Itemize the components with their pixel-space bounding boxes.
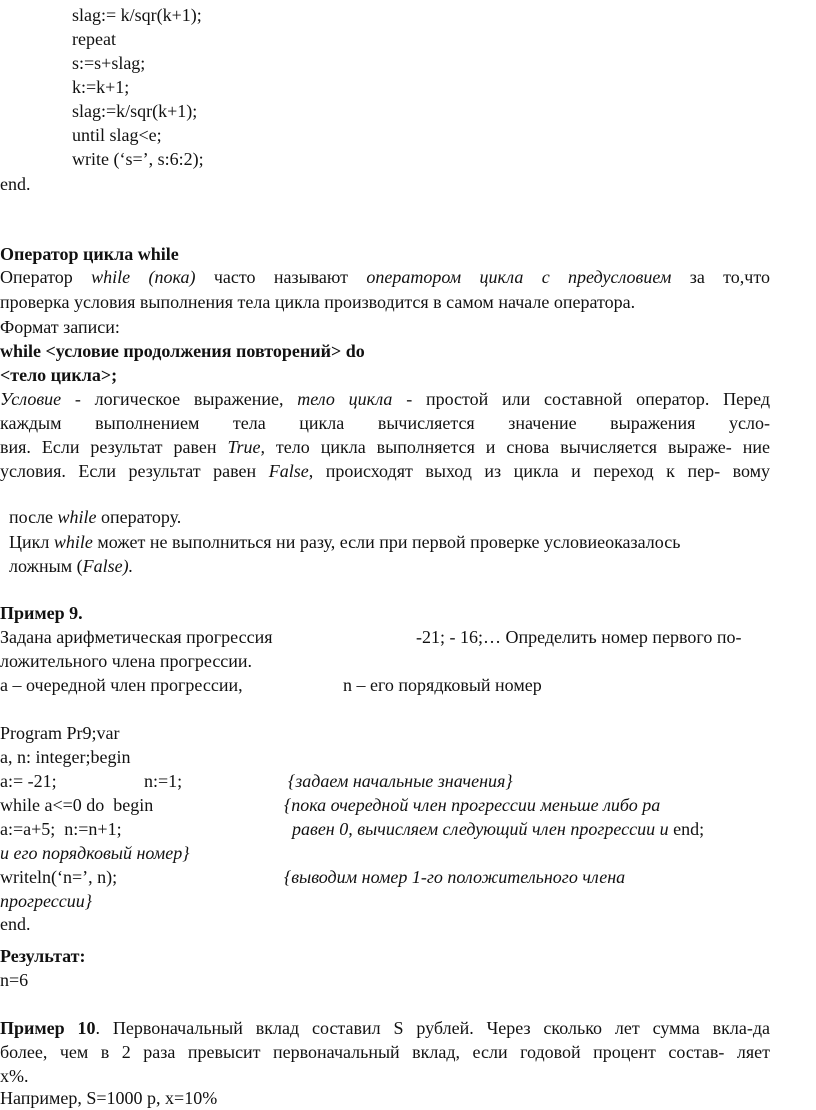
code-line: writeln(‘n=’, n); bbox=[0, 867, 118, 887]
vars-text: а – очередной член прогрессии, bbox=[0, 675, 243, 695]
paragraph-line: ложным (False). bbox=[9, 556, 134, 576]
paragraph-line: более, чем в 2 раза превысит первоначальный вклад, если годовой процент состав- ляет bbox=[0, 1042, 770, 1062]
code-comment: {пока очередной член прогрессии меньше либо ра bbox=[284, 795, 661, 815]
code-comment: {выводим номер 1-го положительного члена bbox=[284, 867, 626, 887]
code-comment: и его порядковый номер} bbox=[0, 843, 190, 863]
code-comment: равен 0, вычисляем следующий член прогрессии и end; bbox=[292, 819, 705, 839]
paragraph-line: вия. Если результат равен True, тело цикла выполняется и снова вычисляется выраже- ние bbox=[0, 437, 770, 457]
code-line: slag:= k/sqr(k+1); bbox=[72, 5, 202, 25]
code-line: while a<=0 do begin bbox=[0, 795, 154, 815]
code-comment: прогрессии} bbox=[0, 891, 92, 911]
code-line: slag:=k/sqr(k+1); bbox=[72, 101, 198, 121]
paragraph-line: x%. bbox=[0, 1066, 29, 1086]
example-title: Пример 9. bbox=[0, 603, 83, 623]
paragraph-line: Оператор while (пока) часто называют оператором цикла с предусловием за то,что bbox=[0, 267, 770, 287]
code-end: end. bbox=[0, 174, 31, 194]
code-line: write (‘s=’, s:6:2); bbox=[72, 149, 204, 169]
code-line: end. bbox=[0, 914, 31, 934]
paragraph-line: Пример 10. Первоначальный вклад составил S рублей. Через сколько лет сумма вкла-да bbox=[0, 1018, 770, 1038]
syntax-line: <тело цикла>; bbox=[0, 365, 118, 385]
paragraph-line: Цикл while может не выполниться ни разу, если при первой проверке условиеоказалось bbox=[9, 532, 681, 552]
paragraph-line: Условие - логическое выражение, тело цикла - простой или составной оператор. Перед bbox=[0, 389, 770, 409]
vars-text: n – его порядковый номер bbox=[343, 675, 542, 695]
paragraph-line: каждым выполнением тела цикла вычисляется значение выражения усло- bbox=[0, 413, 770, 433]
code-line: a, n: integer;begin bbox=[0, 747, 131, 767]
section-heading: Оператор цикла while bbox=[0, 244, 179, 264]
code-line: k:=k+1; bbox=[72, 77, 130, 97]
result-value: n=6 bbox=[0, 970, 29, 990]
paragraph-line: после while оператору. bbox=[9, 507, 182, 527]
code-line: repeat bbox=[72, 29, 116, 49]
format-label: Формат записи: bbox=[0, 317, 120, 337]
code-line: s:=s+slag; bbox=[72, 53, 146, 73]
code-line: n:=1; bbox=[144, 771, 183, 791]
paragraph-line: условия. Если результат равен False, происходят выход из цикла и переход к пер- вому bbox=[0, 461, 771, 481]
code-line: a:= -21; bbox=[0, 771, 57, 791]
paragraph-line: проверка условия выполнения тела цикла производится в самом начале оператора. bbox=[0, 292, 636, 312]
task-text: -21; - 16;… Определить номер первого по- bbox=[416, 627, 742, 647]
code-line: Program Pr9;var bbox=[0, 723, 120, 743]
code-comment: {задаем начальные значения} bbox=[288, 771, 513, 791]
task-text: Задана арифметическая прогрессия bbox=[0, 627, 273, 647]
syntax-line: while <условие продолжения повторений> do bbox=[0, 341, 365, 361]
code-line: until slag<e; bbox=[72, 125, 162, 145]
code-line: a:=a+5; n:=n+1; bbox=[0, 819, 122, 839]
result-label: Результат: bbox=[0, 946, 86, 966]
paragraph-line: Например, S=1000 р, x=10% bbox=[0, 1088, 218, 1108]
task-text: ложительного члена прогрессии. bbox=[0, 651, 253, 671]
